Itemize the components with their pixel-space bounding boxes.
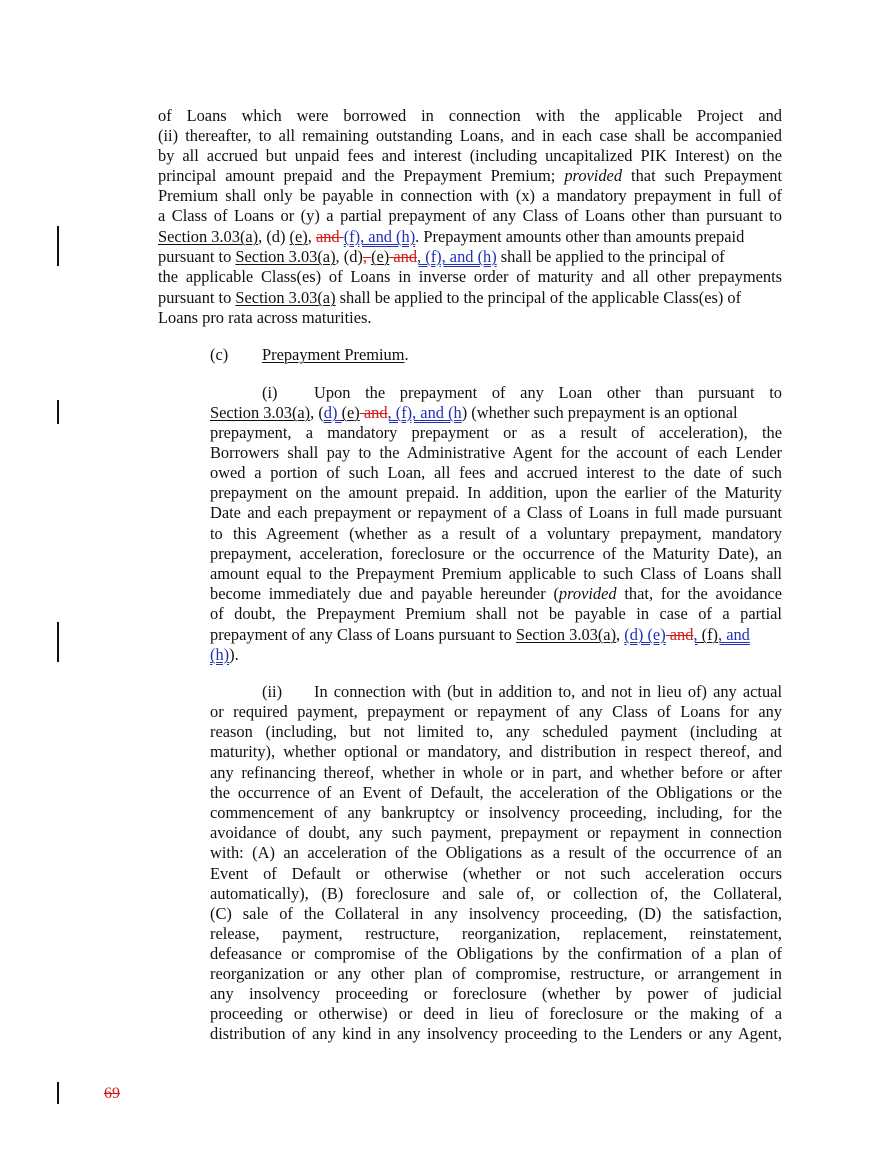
text-line: Date and each prepayment or repayment of a Class of Loans in full made pursuant: [210, 503, 782, 522]
page-number: 69: [104, 1085, 120, 1102]
section-number: (c): [210, 345, 229, 364]
section-reference: Section 3.03(a): [235, 288, 336, 307]
insertion: (h): [210, 645, 230, 664]
subsection-number: (i): [262, 383, 278, 402]
text-line: (C) sale of the Collateral in any insolvency proceeding, (D) the satisfaction,: [210, 904, 782, 923]
text-line: Loans pro rata across maturities.: [158, 308, 372, 327]
revision-bar: [57, 226, 59, 266]
text-line: the occurrence of an Event of Default, the acceleration of the Obligations or the: [210, 783, 782, 802]
text-line: distribution of any kind in any insolvency proceeding to the Lenders or any Agent,: [210, 1024, 782, 1043]
subsection-number: (ii): [262, 682, 283, 701]
insertion: (f), and (h: [391, 403, 462, 422]
text-line: to this Agreement (whether as a result of a voluntary prepayment, mandatory: [210, 524, 782, 543]
text-line: reorganization or any other plan of compromise, restructure, or arrangement in: [210, 964, 782, 983]
text-line: automatically), (B) foreclosure and sale of, or collection of, the Collateral,: [210, 884, 782, 903]
revision-bar: [57, 1082, 59, 1104]
text-line: any refinancing thereof, whether in whole or in part, and whether before or after: [210, 763, 782, 782]
text-line: (h)).: [210, 645, 239, 664]
text-line: of Loans which were borrowed in connection with the applicable Project and: [158, 106, 782, 125]
section-reference: Section 3.03(a): [158, 227, 259, 246]
text-line: In connection with (but in addition to, and not in lieu of) any actual: [314, 682, 782, 701]
text-line: principal amount prepaid and the Prepayment Premium; provided that such Prepayment: [158, 166, 782, 185]
text-line: Section 3.03(a), (d) (e), and (f), and (h). Prepayment amounts other than amounts prepaid: [158, 227, 745, 246]
section-heading: Prepayment Premium.: [262, 345, 409, 364]
section-reference: Section 3.03(a): [210, 403, 311, 422]
text-line: prepayment, a mandatory prepayment or as a result of acceleration), the: [210, 423, 782, 442]
text-line: proceeding or otherwise) or deed in lieu of foreclosure or the making of a: [210, 1004, 782, 1023]
text-line: pursuant to Section 3.03(a) shall be applied to the principal of the applicable Class(es) of: [158, 288, 742, 307]
revision-bar: [57, 622, 59, 662]
text-line: pursuant to Section 3.03(a), (d), (e) and, (f), and (h) shall be applied to the principal of: [158, 247, 725, 266]
text-line: avoidance of doubt, any such payment, prepayment or repayment in connection: [210, 823, 782, 842]
text-line: defeasance or compromise of the Obligations by the confirmation of a plan of: [210, 944, 782, 963]
insertion: d): [323, 403, 342, 422]
text-line: become immediately due and payable hereunder (provided that, for the avoidance: [210, 584, 782, 603]
text-line: owed a portion of such Loan, all fees and accrued interest to the date of such: [210, 463, 782, 482]
text-line: Event of Default or otherwise (whether or not such acceleration occurs: [210, 864, 782, 883]
text-line: Premium shall only be payable in connection with (x) a mandatory prepayment in full of: [158, 186, 782, 205]
text-line: prepayment of any Class of Loans pursuant to Section 3.03(a), (d) (e) and, (f), and: [210, 625, 750, 644]
deletion: ,: [362, 247, 372, 266]
section-reference: Section 3.03(a): [515, 625, 617, 644]
text-line: Borrowers shall pay to the Administrative Agent for the account of each Lender: [210, 443, 782, 462]
insertion: ,: [417, 247, 422, 266]
text-line: Section 3.03(a), (d) (e) and, (f), and (h) (whether such prepayment is an optional: [210, 403, 738, 422]
text-line: commencement of any bankruptcy or insolvency proceeding, including, for the: [210, 803, 782, 822]
deletion: and: [315, 227, 344, 246]
deletion: and: [359, 403, 388, 422]
text-line: amount equal to the Prepayment Premium applicable to such Class of Loans shall: [210, 564, 782, 583]
text-line: reason (including, but not limited to, any scheduled payment (including at: [210, 722, 782, 741]
text-line: with: (A) an acceleration of the Obligations as a result of the occurrence of an: [210, 843, 782, 862]
text-line: any insolvency proceeding or foreclosure (whether by power of judicial: [210, 984, 782, 1003]
deletion: and: [665, 625, 694, 644]
insertion: (f), and (h): [343, 227, 416, 246]
text-line: of doubt, the Prepayment Premium shall not be payable in case of a partial: [210, 604, 782, 623]
insertion: ,: [387, 403, 392, 422]
text-line: maturity), whether optional or mandatory, and distribution in respect thereof, and: [210, 742, 782, 761]
revision-bar: [57, 400, 59, 424]
text-line: release, payment, restructure, reorganization, replacement, reinstatement,: [210, 924, 782, 943]
insertion: ,: [693, 625, 698, 644]
text-line: or required payment, prepayment or repayment of any Class of Loans for any: [210, 702, 782, 721]
deletion: and: [389, 247, 418, 266]
insertion: (d) (e): [624, 625, 666, 644]
text-line: the applicable Class(es) of Loans in inverse order of maturity and all other prepayments: [158, 267, 782, 286]
insertion: (f), and (h): [421, 247, 497, 266]
text-line: (ii) thereafter, to all remaining outstanding Loans, and in each case shall be accompanied: [158, 126, 782, 145]
text-line: a Class of Loans or (y) a partial prepayment of any Class of Loans other than pursuant to: [158, 206, 782, 225]
text-line: by all accrued but unpaid fees and interest (including uncapitalized PIK Interest) on the: [158, 146, 782, 165]
text-line: prepayment on the amount prepaid. In addition, upon the earlier of the Maturity: [210, 483, 782, 502]
text-line: Upon the prepayment of any Loan other than pursuant to: [314, 383, 782, 402]
section-reference: Section 3.03(a): [235, 247, 336, 266]
insertion: , and: [718, 625, 750, 644]
text-line: prepayment, acceleration, foreclosure or the occurrence of the Maturity Date), an: [210, 544, 782, 563]
